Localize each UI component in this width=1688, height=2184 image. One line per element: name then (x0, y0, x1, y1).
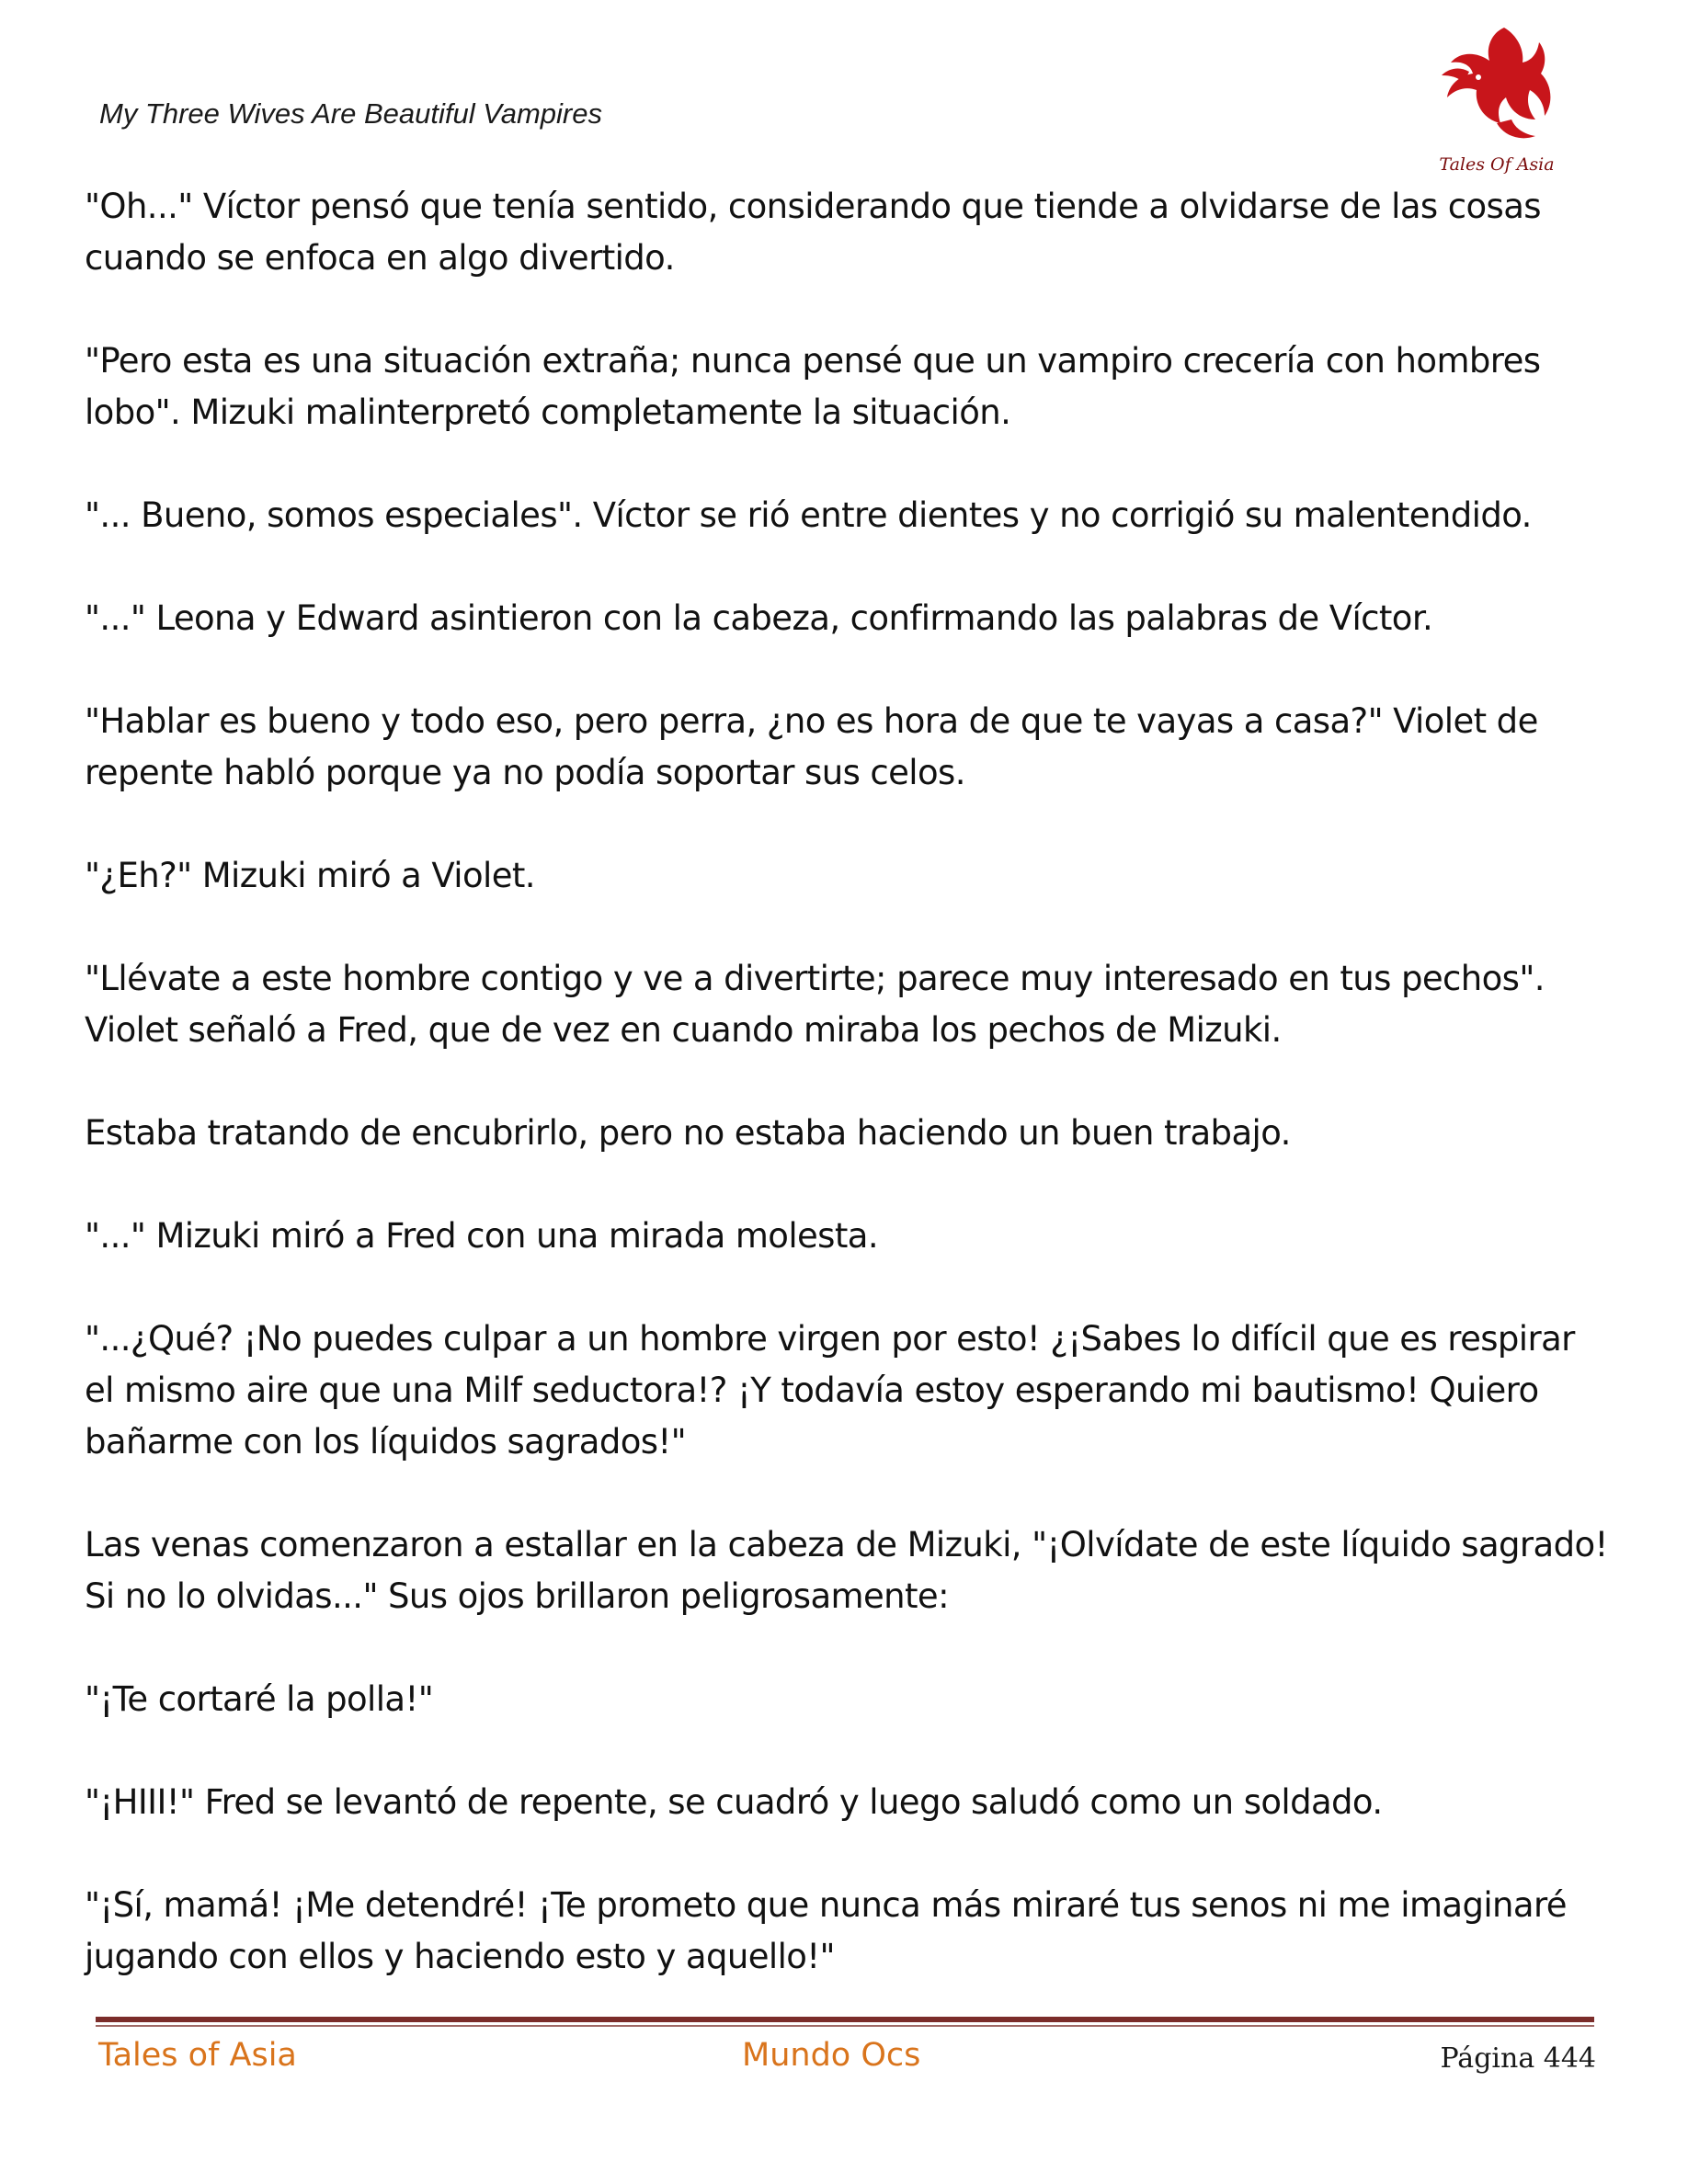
paragraph: "Hablar es bueno y todo eso, pero perra, ¿no es hora de que te vayas a casa?" Violet de repente habló porque ya no podía soportar sus celos. (85, 701, 1538, 792)
publisher-logo (1432, 20, 1561, 176)
paragraph: "Oh..." Víctor pensó que tenía sentido, considerando que tiende a olvidarse de las cosas cuando se enfoca en algo divertido. (85, 187, 1541, 278)
footer-divider (96, 2017, 1594, 2022)
paragraph: "..." Leona y Edward asintieron con la cabeza, confirmando las palabras de Víctor. (85, 598, 1433, 638)
document-title: My Three Wives Are Beautiful Vampires (99, 97, 602, 130)
paragraph: "... Bueno, somos especiales". Víctor se rió entre dientes y no corrigió su malentendido. (85, 495, 1532, 535)
paragraph: "¡Te cortaré la polla!" (85, 1679, 434, 1719)
paragraph: "..." Mizuki miró a Fred con una mirada molesta. (85, 1216, 878, 1256)
footer-publisher: Tales of Asia (98, 2037, 297, 2074)
paragraph: Estaba tratando de encubrirlo, pero no estaba haciendo un buen trabajo. (85, 1113, 1291, 1153)
paragraph: "¡Sí, mamá! ¡Me detendré! ¡Te prometo que nunca más miraré tus senos ni me imaginaré jugando con ellos y haciendo esto y aquello!" (85, 1885, 1567, 1976)
logo-text: Tales Of Asia (1439, 154, 1555, 175)
paragraph: "Llévate a este hombre contigo y ve a divertirte; parece muy interesado en tus pechos". Violet señaló a Fred, que de vez en cuando miraba los pechos de Mizuki. (85, 959, 1545, 1050)
page-body (85, 181, 1611, 2034)
footer-section: Mundo Ocs (742, 2037, 921, 2074)
paragraph: "¡HIII!" Fred se levantó de repente, se cuadró y luego saludó como un soldado. (85, 1782, 1383, 1822)
paragraph: "¿Eh?" Mizuki miró a Violet. (85, 856, 535, 895)
paragraph: "Pero esta es una situación extraña; nunca pensé que un vampiro crecería con hombres lobo". Mizuki malinterpretó completamente la situación. (85, 341, 1541, 432)
paragraph: "...¿Qué? ¡No puedes culpar a un hombre virgen por esto! ¿¡Sabes lo difícil que es respirar el mismo aire que una Milf seductora!? ¡Y todavía estoy esperando mi bautismo! Quiero bañarme con los líquidos sagrados!" (85, 1319, 1575, 1462)
paragraph: Las venas comenzaron a estallar en la cabeza de Mizuki, "¡Olvídate de este líquido sagrado! Si no lo olvidas..." Sus ojos brillaron peligrosamente: (85, 1525, 1608, 1616)
page-number: Página 444 (1440, 2042, 1596, 2075)
footer-divider-thin (96, 2025, 1594, 2027)
red-dragon-logo-icon (1432, 20, 1561, 158)
